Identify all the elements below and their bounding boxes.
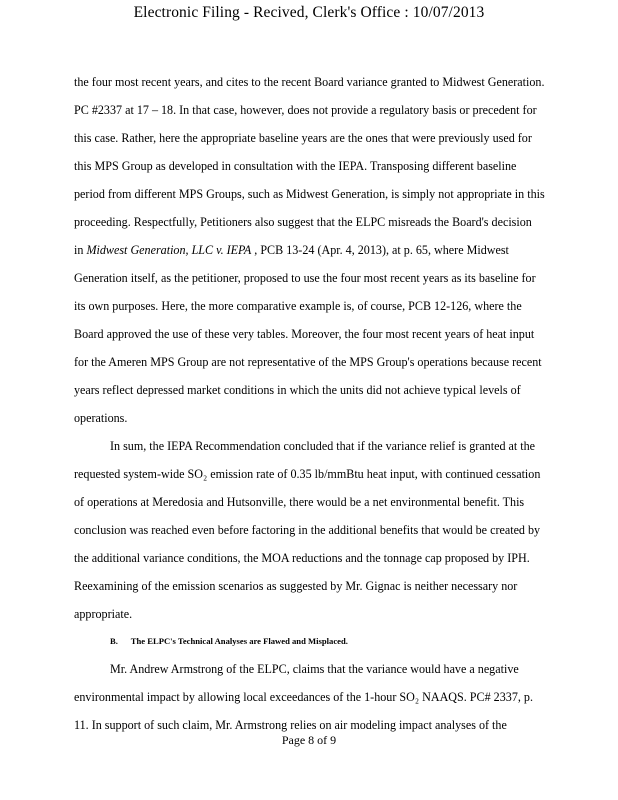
page-number: Page 8 of 9	[281, 733, 337, 747]
electronic-filing-header: Electronic Filing - Recived, Clerk's Office : 10/07/2013	[133, 4, 485, 21]
citation-post: , PCB 13-24 (Apr. 4, 2013), at p. 65, where Midwest	[251, 243, 509, 257]
body-line: the additional variance conditions, the MOA reductions and the tonnage cap proposed by IPH.	[74, 551, 530, 565]
case-name: Midwest Generation, LLC v. IEPA	[86, 243, 252, 257]
body-line: conclusion was reached even before factoring in the additional benefits that would be created by	[74, 523, 541, 537]
body-line: this case. Rather, here the appropriate baseline years are the ones that were previously used for	[74, 131, 532, 145]
citation-pre: in	[74, 243, 87, 257]
body-line-citation	[74, 236, 602, 264]
body-line: requested system-wide SO₂ emission rate of 0.35 lb/mmBtu heat input, with continued cessation	[74, 467, 541, 481]
body-line: operations.	[74, 411, 128, 425]
body-line: its own purposes. Here, the more comparative example is, of course, PCB 12-126, where the	[74, 299, 522, 313]
document-body	[74, 68, 602, 739]
section-label: B.	[110, 636, 118, 646]
body-line: of operations at Meredosia and Hutsonville, there would be a net environmental benefit. This	[74, 495, 525, 509]
body-line: Board approved the use of these very tables. Moreover, the four most recent years of heat input	[74, 327, 535, 341]
body-line: appropriate.	[74, 607, 133, 621]
section-title: The ELPC's Technical Analyses are Flawed and Misplaced.	[130, 636, 348, 646]
paragraph-start: In sum, the IEPA Recommendation concluded that if the variance relief is granted at the	[110, 439, 536, 453]
body-line: Generation itself, as the petitioner, proposed to use the four most recent years as its baseline for	[74, 271, 536, 285]
body-line: Reexamining of the emission scenarios as suggested by Mr. Gignac is neither necessary nor	[74, 579, 518, 593]
body-line: period from different MPS Groups, such as Midwest Generation, is simply not appropriate in this	[74, 187, 545, 201]
body-line: the four most recent years, and cites to the recent Board variance granted to Midwest Generation.	[74, 75, 545, 89]
body-line: proceeding. Respectfully, Petitioners also suggest that the ELPC misreads the Board's decision	[74, 215, 532, 229]
section-heading	[74, 628, 602, 655]
body-line: environmental impact by allowing local exceedances of the 1-hour SO₂ NAAQS. PC# 2337, p.	[74, 690, 533, 704]
paragraph-start: Mr. Andrew Armstrong of the ELPC, claims that the variance would have a negative	[110, 662, 519, 676]
body-line: PC #2337 at 17 – 18. In that case, however, does not provide a regulatory basis or precedent for	[74, 103, 537, 117]
body-line: this MPS Group as developed in consultation with the IEPA. Transposing different baseline	[74, 159, 517, 173]
body-line: for the Ameren MPS Group are not representative of the MPS Group's operations because recent	[74, 355, 542, 369]
body-line: years reflect depressed market conditions in which the units did not achieve typical levels of	[74, 383, 521, 397]
body-line: 11. In support of such claim, Mr. Armstrong relies on air modeling impact analyses of the	[74, 718, 507, 732]
